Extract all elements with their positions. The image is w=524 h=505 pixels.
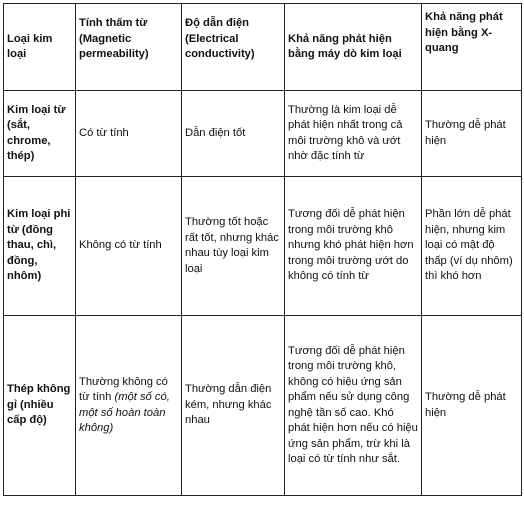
cell-xray: Phần lớn dễ phát hiện, nhưng kim loại có mật độ thấp (ví dụ nhôm) thì khó hơn — [422, 177, 522, 316]
header-conductivity: Độ dẫn điện (Electrical conductivity) — [182, 4, 285, 91]
cell-metal-type: Thép không gỉ (nhiều cấp độ) — [4, 316, 76, 496]
header-metal-detector: Khả năng phát hiện bằng máy dò kim loại — [285, 4, 422, 91]
cell-permeability — [76, 316, 182, 496]
cell-permeability: Có từ tính — [76, 91, 182, 177]
permeability-main: Thường không có từ tính — [79, 375, 168, 403]
cell-conductivity: Thường tốt hoặc rất tốt, nhưng khác nhau tùy loại kim loại — [182, 177, 285, 316]
cell-metal-detector: Tương đối dễ phát hiện trong môi trường khô, không có hiệu ứng sản phẩm nếu sử dụng công nghệ tần số cao. Khó phát hiện hơn nếu có hiệu ứng sản phẩm, trừ khi là loại có từ tính như sắt. — [285, 316, 422, 496]
metal-detection-table — [3, 3, 522, 496]
cell-metal-detector: Tương đối dễ phát hiện trong môi trường khô nhưng khó phát hiện hơn trong môi trường ướt do không có tính từ — [285, 177, 422, 316]
table-row — [4, 316, 522, 496]
table-row — [4, 177, 522, 316]
header-row — [4, 4, 522, 91]
header-metal-type: Loại kim loại — [4, 4, 76, 91]
header-xray: Khả năng phát hiện bằng X-quang — [422, 4, 522, 91]
permeability-note: (một số có, một số hoàn toàn không) — [79, 391, 170, 434]
cell-conductivity: Thường dẫn điện kém, nhưng khác nhau — [182, 316, 285, 496]
cell-xray: Thường dễ phát hiện — [422, 91, 522, 177]
cell-metal-detector: Thường là kim loại dễ phát hiện nhất trong cả môi trường khô và ướt nhờ đặc tính từ — [285, 91, 422, 177]
table-row — [4, 91, 522, 177]
cell-conductivity: Dẫn điện tốt — [182, 91, 285, 177]
cell-metal-type: Kim loại từ (sắt, chrome, thép) — [4, 91, 76, 177]
cell-xray: Thường dễ phát hiện — [422, 316, 522, 496]
header-permeability: Tính thấm từ (Magnetic permeability) — [76, 4, 182, 91]
cell-permeability: Không có từ tính — [76, 177, 182, 316]
cell-metal-type: Kim loại phi từ (đồng thau, chì, đồng, nhôm) — [4, 177, 76, 316]
